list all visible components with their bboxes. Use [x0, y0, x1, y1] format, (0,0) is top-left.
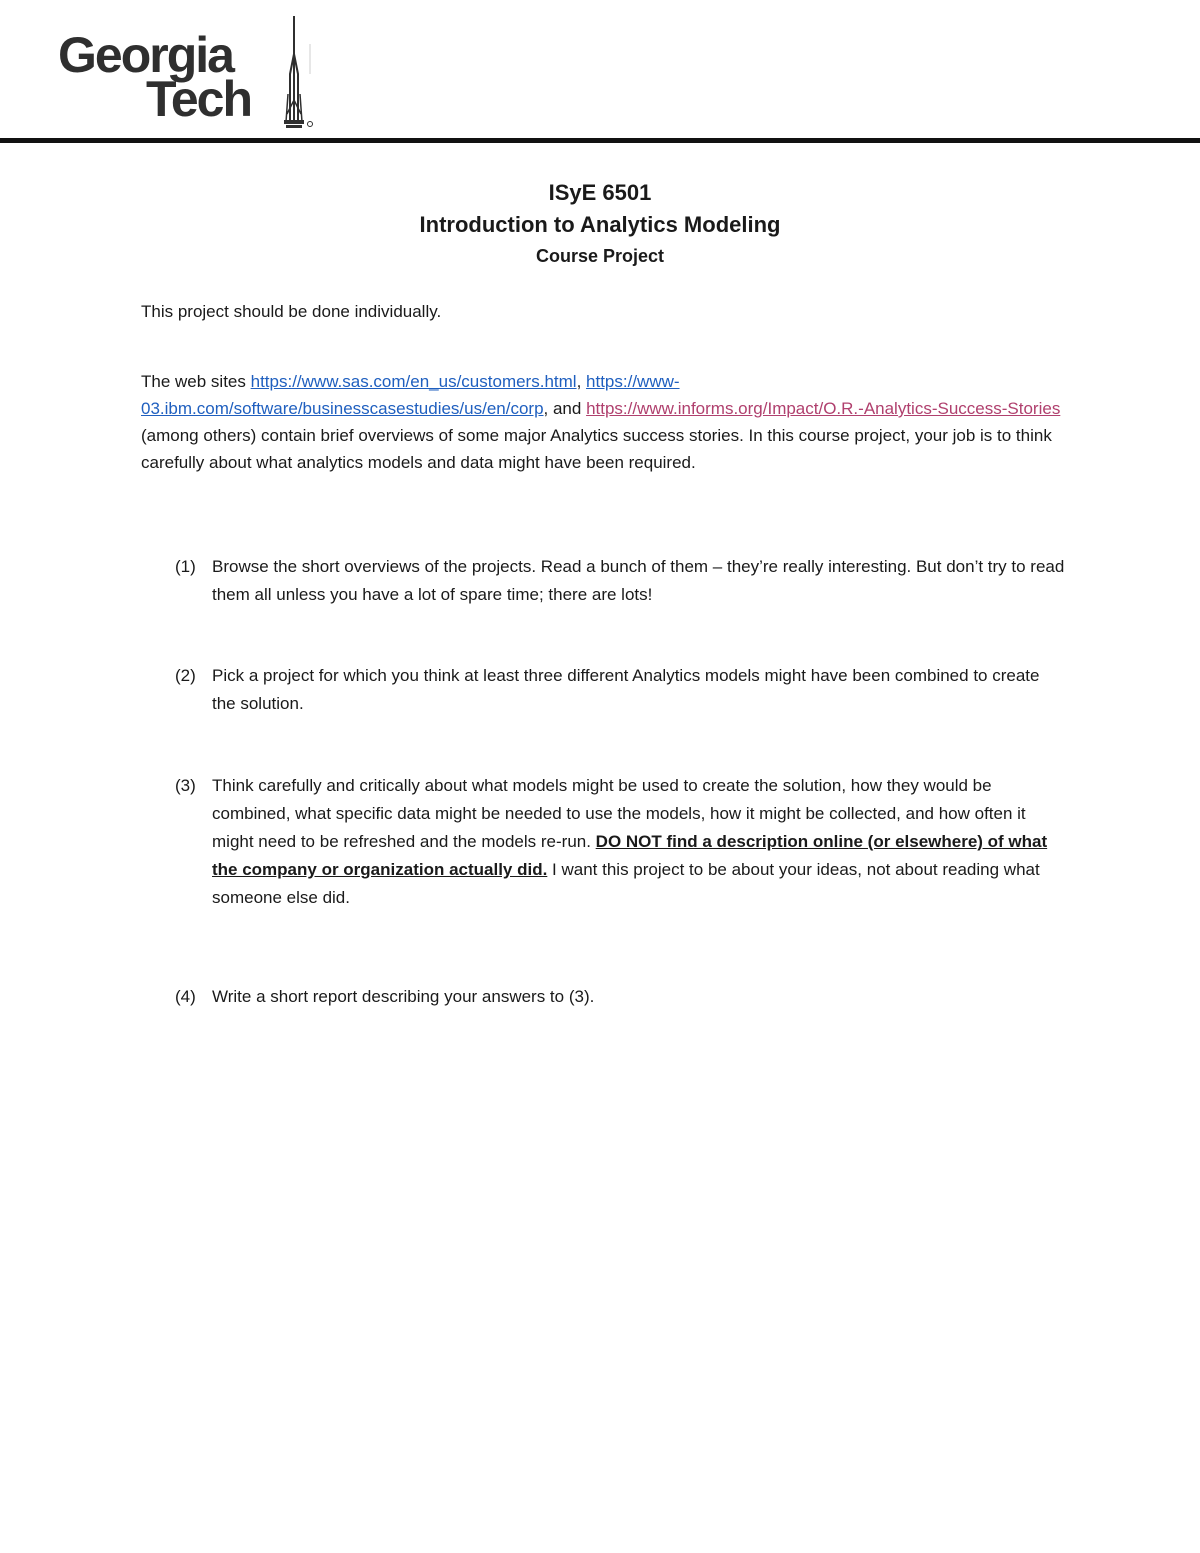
sites-separator-1: , — [576, 372, 587, 391]
logo-text-georgia: Georgia — [58, 27, 233, 83]
list-item-number: (2) — [175, 666, 196, 685]
list-item-text: Pick a project for which you think at least three different Analytics models might have been combined to create the solution. — [212, 666, 1040, 713]
sas-customers-link[interactable]: https://www.sas.com/en_us/customers.html — [250, 372, 577, 391]
informs-success-stories-link[interactable]: https://www.informs.org/Impact/O.R.-Analytics-Success-Stories — [586, 399, 1061, 418]
title-block — [0, 178, 1200, 270]
list-item — [175, 983, 1065, 1011]
list-item-text — [212, 772, 1065, 912]
list-item-number: (1) — [175, 557, 196, 576]
list-item — [175, 772, 1065, 912]
tech-tower-icon — [280, 14, 324, 130]
sites-suffix: (among others) contain brief overviews of some major Analytics success stories. In this course project, your job is to think carefully about what analytics models and data might have been required. — [141, 426, 1052, 472]
individual-note: This project should be done individually. — [141, 302, 442, 321]
course-code: ISyE 6501 — [548, 180, 652, 205]
sites-prefix: The web sites — [141, 372, 251, 391]
list-item-number: (3) — [175, 776, 196, 795]
course-name: Introduction to Analytics Modeling — [419, 212, 781, 237]
list-item-text: Browse the short overviews of the projects. Read a bunch of them – they’re really interesting. But don’t try to read them all unless you have a lot of spare time; there are lots! — [212, 557, 1065, 604]
sites-separator-2: , and — [543, 399, 587, 418]
list-item — [175, 553, 1065, 609]
document-subtitle: Course Project — [535, 246, 665, 266]
web-sites-paragraph — [141, 368, 1061, 476]
georgia-tech-logo — [58, 14, 328, 130]
step3-text-before: Think carefully and critically about what models might be used to create the solution, how they would be combined, what specific data might be needed to use the models, how it might be collected, and how often it might need to be refreshed and the models re-run. — [212, 776, 1026, 851]
list-item-number: (4) — [175, 987, 196, 1006]
step3-warning-emphasis: DO NOT find a description online (or elsewhere) of what the company or organization actually did. — [212, 832, 1048, 879]
logo-text-tech: Tech — [146, 71, 251, 127]
header-divider — [0, 138, 1200, 143]
list-item-text: Write a short report describing your answers to (3). — [212, 987, 595, 1006]
ibm-case-studies-link[interactable]: https://www-03.ibm.com/software/businesscasestudies/us/en/corp — [141, 372, 680, 418]
list-item — [175, 662, 1065, 718]
step3-text-after: I want this project to be about your ideas, not about reading what someone else did. — [212, 860, 1040, 907]
